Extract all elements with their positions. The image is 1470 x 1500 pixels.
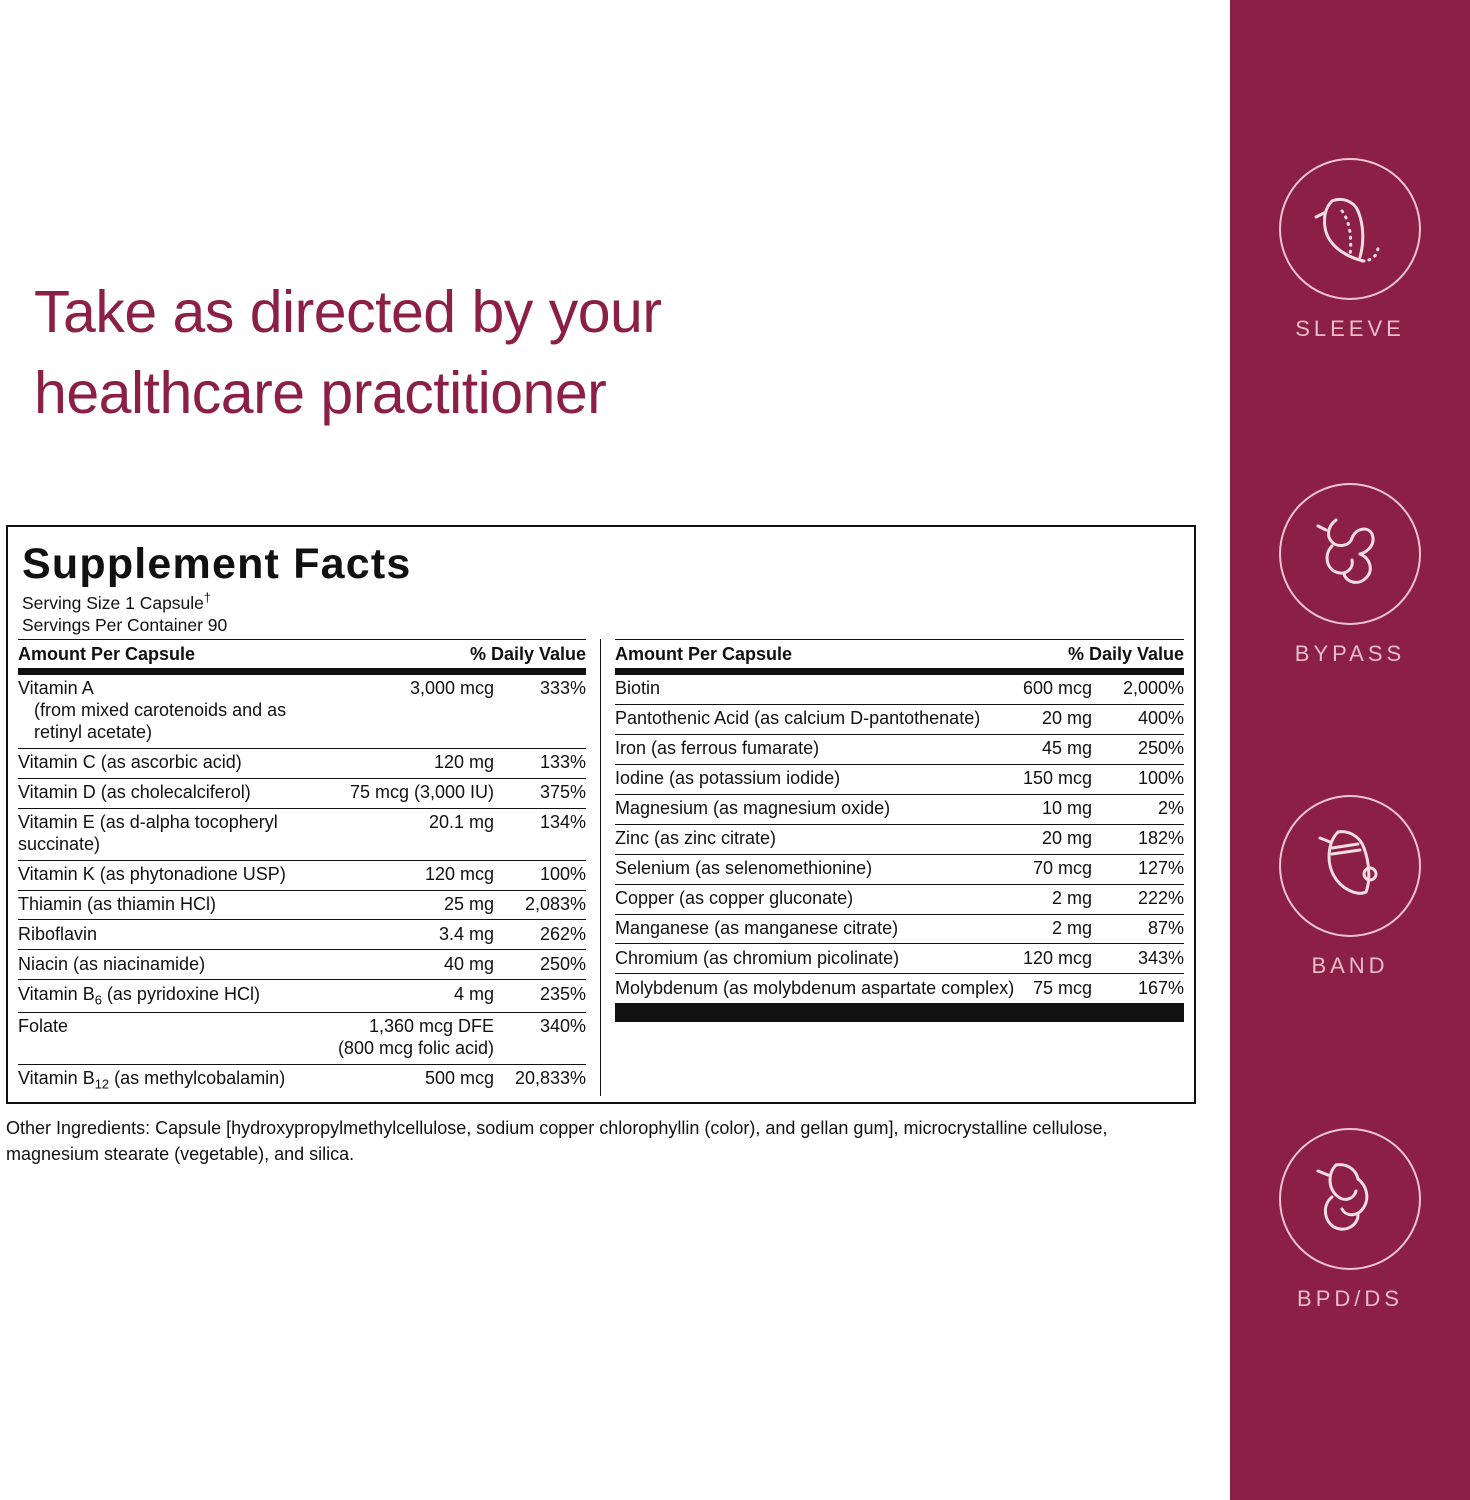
band-stomach-icon: [1279, 795, 1421, 937]
nutrient-dv: 127%: [1092, 854, 1184, 884]
supplement-facts-columns: [18, 639, 1184, 1096]
table-row: [615, 914, 1184, 944]
supplement-facts-title: Supplement Facts: [22, 540, 412, 588]
nutrient-amount: 120 mg: [338, 748, 494, 778]
column-header-right: [615, 640, 1184, 675]
nutrient-amount: 4 mg: [338, 980, 494, 1012]
headline-line-2: healthcare practitioner: [34, 360, 607, 427]
nutrient-amount: 3.4 mg: [338, 920, 494, 950]
nutrient-name: Vitamin $B_6$ (as pyridoxine HCl): [18, 980, 338, 1012]
nutrient-name: Niacin (as niacinamide): [18, 950, 338, 980]
nutrient-dv: 333%: [494, 675, 586, 748]
nutrient-table-right: [615, 675, 1184, 1003]
table-row: [18, 748, 586, 778]
nutrient-amount: 75 mcg (3,000 IU): [338, 778, 494, 808]
nutrient-name: Magnesium (as magnesium oxide): [615, 794, 1022, 824]
nutrient-dv: 182%: [1092, 824, 1184, 854]
nutrient-name: Copper (as copper gluconate): [615, 884, 1022, 914]
table-row: [615, 944, 1184, 974]
rail-item-bpdds: [1230, 1128, 1470, 1312]
bypass-stomach-icon: [1279, 483, 1421, 625]
table-row: [18, 808, 586, 860]
nutrient-name: Manganese (as manganese citrate): [615, 914, 1022, 944]
nutrient-amount-secondary: (800 mcg folic acid): [337, 1038, 494, 1059]
nutrient-name: Iodine (as potassium iodide): [615, 764, 1022, 794]
table-row: [18, 890, 586, 920]
rail-label-bypass: BYPASS: [1294, 641, 1406, 666]
nutrient-name: Vitamin $B_{12}$ (as methylcobalamin): [18, 1068, 286, 1092]
nutrient-dv: 100%: [1092, 764, 1184, 794]
servings-per-container: Servings Per Container 90: [22, 614, 228, 635]
nutrient-name: Vitamin E (as d-alpha tocopheryl succinate): [18, 808, 338, 860]
nutrient-name: Riboflavin: [18, 920, 338, 950]
nutrient-dv: 222%: [1092, 884, 1184, 914]
table-row: [615, 974, 1184, 1003]
nutrient-amount: 70 mcg: [1022, 854, 1092, 884]
nutrient-dv: 87%: [1092, 914, 1184, 944]
nutrient-amount: 20 mg: [1022, 824, 1092, 854]
nutrient-amount: 120 mcg: [338, 860, 494, 890]
serving-size: Serving Size 1 Capsule†: [22, 591, 211, 614]
nutrient-name: Chromium (as chromium picolinate): [615, 944, 1022, 974]
nutrient-dv: 375%: [494, 778, 586, 808]
nutrient-amount: 40 mg: [338, 950, 494, 980]
nutrient-amount: 20.1 mg: [338, 808, 494, 860]
nutrient-amount: 120 mcg: [1022, 944, 1092, 974]
nutrient-amount: 1,360 mcg DFE: [368, 1016, 494, 1037]
nutrient-column-right: [601, 639, 1184, 1022]
nutrient-name: Selenium (as selenomethionine): [615, 854, 1022, 884]
table-row: [18, 920, 586, 950]
nutrient-name: Vitamin D (as cholecalciferol): [18, 778, 338, 808]
column-header-amount-left: Amount Per Capsule: [18, 643, 196, 664]
nutrient-amount: 3,000 mcg: [338, 675, 494, 748]
supplement-facts-panel: [6, 525, 1196, 1104]
nutrient-amount: 45 mg: [1022, 734, 1092, 764]
table-row: [18, 675, 586, 748]
nutrient-name: Vitamin A: [18, 678, 94, 699]
rail-item-band: [1230, 795, 1470, 979]
nutrient-name: Thiamin (as thiamin HCl): [18, 890, 338, 920]
table-row: [615, 794, 1184, 824]
nutrient-dv: 235%: [494, 980, 586, 1012]
nutrient-amount: 10 mg: [1022, 794, 1092, 824]
table-row: [18, 1012, 586, 1064]
nutrient-amount: 20 mg: [1022, 704, 1092, 734]
nutrient-name: Folate: [18, 1012, 338, 1064]
table-row: [18, 980, 586, 1012]
nutrient-amount: 2 mg: [1022, 884, 1092, 914]
nutrient-dv: 2%: [1092, 794, 1184, 824]
nutrient-dv: 20,833%: [514, 1068, 586, 1089]
rail-label-band: BAND: [1311, 953, 1389, 978]
procedure-rail: [1230, 0, 1470, 1500]
table-row: [615, 675, 1184, 704]
nutrient-dv: 133%: [494, 748, 586, 778]
table-row: [18, 1064, 586, 1096]
column-header-dv-right: % Daily Value: [1067, 643, 1184, 664]
nutrient-name: Zinc (as zinc citrate): [615, 824, 1022, 854]
nutrient-dv: 2,083%: [494, 890, 586, 920]
rail-item-bypass: [1230, 483, 1470, 667]
nutrient-column-left: [18, 639, 601, 1096]
other-ingredients: Other Ingredients: Capsule [hydroxypropylmethylcellulose, sodium copper chlorophyllin (color), and gellan gum], microcrystalline cellulose, magnesium stearate (vegetable), and silica.: [6, 1118, 1108, 1165]
headline-line-1: Take as directed by your: [34, 279, 662, 345]
column-header-dv-left: % Daily Value: [469, 643, 586, 664]
table-row: [615, 704, 1184, 734]
rail-label-bpdds: BPD/DS: [1297, 1286, 1403, 1311]
nutrient-dv: 400%: [1092, 704, 1184, 734]
nutrient-name: Biotin: [615, 675, 1022, 704]
table-row: [615, 884, 1184, 914]
nutrient-name: Iron (as ferrous fumarate): [615, 734, 1022, 764]
nutrient-table-left: [18, 675, 586, 1096]
nutrient-amount: 600 mcg: [1022, 675, 1092, 704]
table-row: [615, 734, 1184, 764]
rail-item-sleeve: [1230, 158, 1470, 342]
nutrient-name: Vitamin K (as phytonadione USP): [18, 860, 338, 890]
nutrient-amount: 500 mcg: [424, 1068, 494, 1089]
nutrient-dv: 2,000%: [1092, 675, 1184, 704]
nutrient-name: Molybdenum (as molybdenum aspartate complex): [615, 977, 1015, 998]
table-bottom-bar: [615, 1003, 1184, 1022]
nutrient-amount: 150 mcg: [1022, 764, 1092, 794]
nutrient-name: Pantothenic Acid (as calcium D-pantothenate): [615, 704, 1022, 734]
table-row: [18, 950, 586, 980]
nutrient-amount: 25 mg: [338, 890, 494, 920]
nutrient-dv: 167%: [1137, 977, 1184, 998]
table-row: [615, 854, 1184, 884]
page-title: [34, 272, 1034, 435]
nutrient-dv: 250%: [494, 950, 586, 980]
table-row: [615, 764, 1184, 794]
table-row: [18, 778, 586, 808]
nutrient-name: Vitamin C (as ascorbic acid): [18, 748, 338, 778]
nutrient-dv: 340%: [494, 1012, 586, 1064]
nutrient-dv: 134%: [494, 808, 586, 860]
sleeve-stomach-icon: [1279, 158, 1421, 300]
nutrient-dv: 343%: [1092, 944, 1184, 974]
bpdds-stomach-icon: [1279, 1128, 1421, 1270]
rail-label-sleeve: SLEEVE: [1295, 316, 1405, 341]
table-row: [615, 824, 1184, 854]
column-header-left: [18, 640, 586, 675]
nutrient-dv: 100%: [494, 860, 586, 890]
table-row: [18, 860, 586, 890]
nutrient-amount: 75 mcg: [1032, 977, 1092, 998]
column-header-amount-right: Amount Per Capsule: [615, 643, 793, 664]
nutrient-amount: 2 mg: [1022, 914, 1092, 944]
nutrient-subtext: (from mixed carotenoids and as retinyl acetate): [34, 700, 287, 743]
nutrient-dv: 262%: [494, 920, 586, 950]
nutrient-dv: 250%: [1092, 734, 1184, 764]
